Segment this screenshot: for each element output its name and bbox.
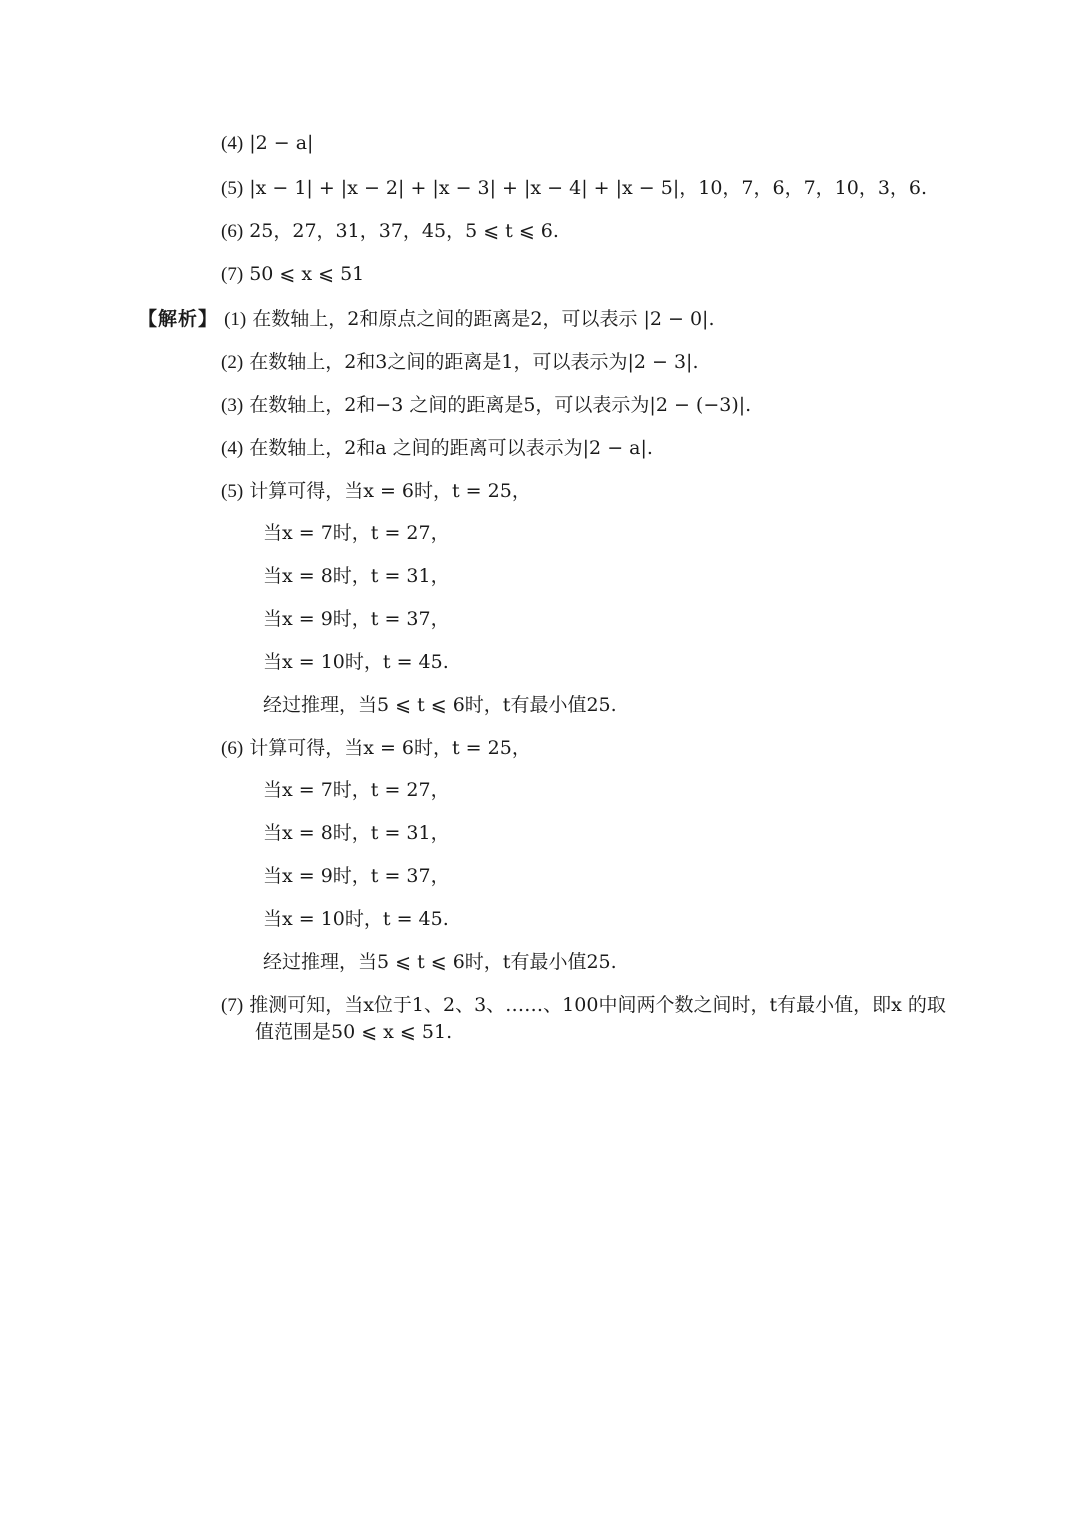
answer-number: (7) — [221, 264, 244, 285]
analysis-6-line: 当x = 10时，t = 45. — [263, 908, 449, 930]
analysis-text: 在数轴上，2和原点之间的距离是2，可以表示 |2 − 0|. — [252, 308, 715, 330]
answer-6 — [221, 219, 559, 244]
analysis-5 — [221, 479, 531, 504]
analysis-number: (3) — [221, 395, 244, 416]
analysis-text: 在数轴上，2和a 之间的距离可以表示为|2 − a|. — [249, 437, 653, 459]
analysis-text: 计算可得，当x = 6时，t = 25， — [249, 480, 531, 502]
analysis-4 — [221, 436, 653, 461]
analysis-number: (5) — [221, 481, 244, 502]
analysis-7-line: 值范围是50 ⩽ x ⩽ 51. — [255, 1021, 453, 1043]
analysis-3 — [221, 393, 751, 418]
analysis-6 — [221, 736, 531, 761]
analysis-number: (2) — [221, 352, 244, 373]
analysis-text: 在数轴上，2和−3 之间的距离是5，可以表示为|2 − (−3)|. — [249, 394, 752, 416]
analysis-6-line: 当x = 7时，t = 27， — [263, 779, 450, 801]
analysis-tag: 【解析】 — [138, 308, 219, 330]
analysis-text: 在数轴上，2和3之间的距离是1，可以表示为|2 − 3|. — [249, 351, 699, 373]
analysis-number: (1) — [224, 309, 247, 330]
analysis-5-line: 经过推理，当5 ⩽ t ⩽ 6时，t有最小值25. — [263, 694, 617, 716]
answer-text: 50 ⩽ x ⩽ 51 — [249, 263, 365, 285]
analysis-5-line: 当x = 9时，t = 37， — [263, 608, 450, 630]
analysis-5-line: 当x = 8时，t = 31， — [263, 565, 450, 587]
analysis-6-line: 当x = 9时，t = 37， — [263, 865, 450, 887]
answer-4 — [221, 131, 313, 156]
answer-number: (5) — [221, 178, 244, 199]
analysis-7 — [221, 993, 946, 1018]
answer-7 — [221, 262, 364, 287]
analysis-6-line: 经过推理，当5 ⩽ t ⩽ 6时，t有最小值25. — [263, 951, 617, 973]
analysis-number: (7) — [221, 995, 244, 1016]
answer-text: |x − 1| + |x − 2| + |x − 3| + |x − 4| + |x − 5|，10，7，6，7，10，3，6. — [249, 177, 928, 199]
analysis-text: 计算可得，当x = 6时，t = 25， — [249, 737, 531, 759]
answer-number: (6) — [221, 221, 244, 242]
analysis-text: 推测可知，当x位于1、2、3、……、100中间两个数之间时，t有最小值，即x 的取 — [249, 994, 946, 1016]
answer-text: 25，27，31，37，45，5 ⩽ t ⩽ 6. — [249, 220, 559, 242]
analysis-5-line: 当x = 7时，t = 27， — [263, 522, 450, 544]
analysis-5-line: 当x = 10时，t = 45. — [263, 651, 449, 673]
analysis-number: (4) — [221, 438, 244, 459]
analysis-6-line: 当x = 8时，t = 31， — [263, 822, 450, 844]
answer-5 — [221, 176, 927, 201]
answer-text: |2 − a| — [249, 132, 314, 154]
analysis-1 — [138, 307, 715, 332]
answer-number: (4) — [221, 133, 244, 154]
analysis-number: (6) — [221, 738, 244, 759]
analysis-2 — [221, 350, 699, 375]
